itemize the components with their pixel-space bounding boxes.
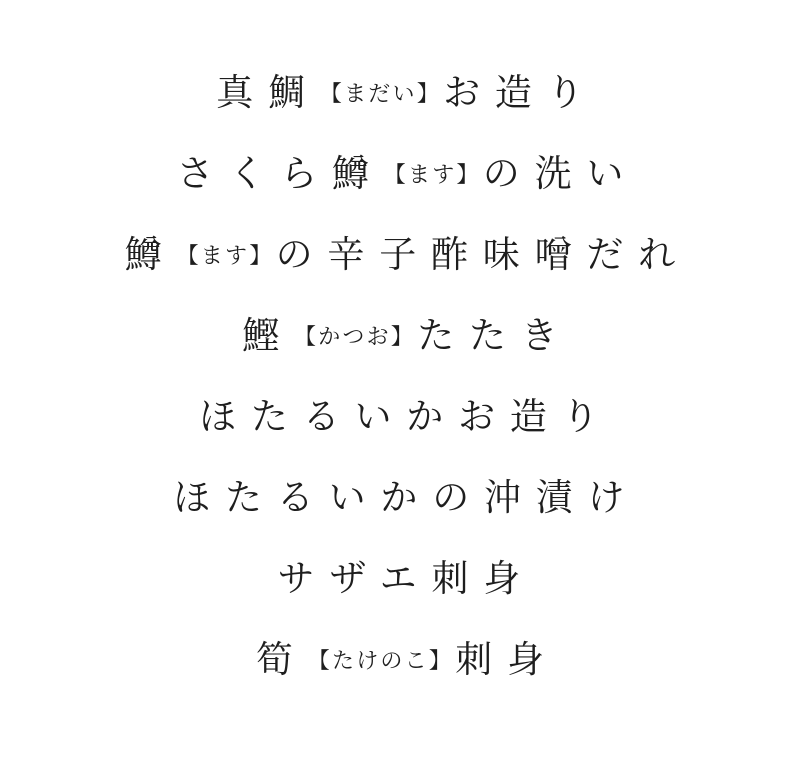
menu-item: [199, 377, 614, 458]
dish-name: お造り: [443, 73, 599, 114]
dish-name: の洗い: [482, 154, 639, 195]
menu-item: [277, 539, 536, 620]
menu-list: [0, 53, 800, 701]
menu-item: [173, 458, 640, 539]
dish-name: 鱒: [124, 235, 177, 276]
dish-name: 鰹: [242, 316, 294, 357]
menu-item: [242, 296, 573, 377]
dish-name: ほたるいかお造り: [199, 397, 614, 438]
dish-reading: 【かつお】: [294, 323, 416, 349]
dish-reading: 【たけのこ】: [307, 647, 453, 673]
menu-item: [124, 215, 690, 296]
dish-name: 真鯛: [216, 73, 320, 114]
dish-reading: 【まだい】: [319, 80, 441, 106]
dish-name: たたき: [417, 316, 573, 357]
dish-name: の辛子酢味噌だれ: [275, 235, 690, 276]
dish-name: 刺身: [455, 640, 559, 681]
menu-item: [176, 134, 639, 215]
dish-name: サザエ刺身: [277, 559, 536, 600]
dish-name: ほたるいかの沖漬け: [173, 478, 640, 519]
dish-name: さくら鱒: [176, 154, 384, 195]
dish-reading: 【ます】: [176, 242, 274, 268]
dish-reading: 【ます】: [383, 161, 481, 187]
menu-item: [216, 53, 599, 134]
dish-name: 筍: [255, 640, 308, 681]
menu-item: [255, 620, 559, 701]
